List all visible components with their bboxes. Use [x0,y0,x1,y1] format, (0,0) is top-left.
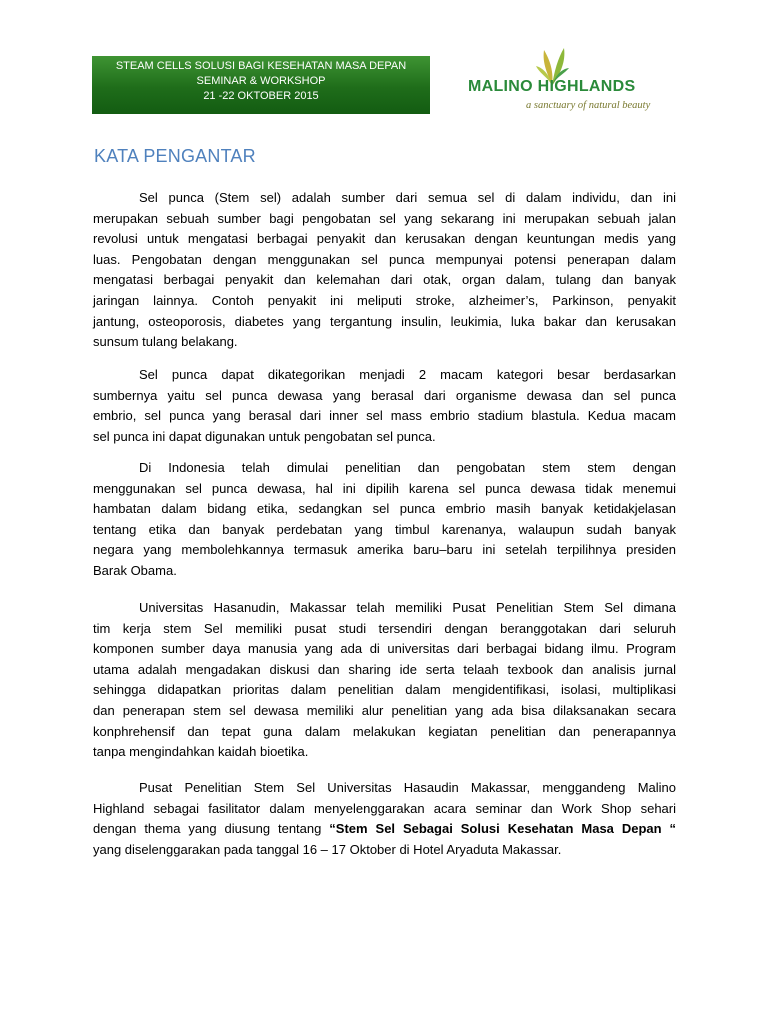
paragraph-line: jaringan lainnya. Contoh penyakit ini meliputi stroke, alzheimer’s, Parkinson, penyakit [93,292,676,308]
paragraph-line: sunsum tulang belakang. [93,334,238,350]
paragraph-line: sumbernya yaitu sel punca dewasa yang berasal dari organisme dewasa dan sel punca [93,387,676,403]
paragraph-line: Sel punca (Stem sel) adalah sumber dari semua sel di dalam individu, dan ini [139,190,676,205]
paragraph-line: utama adalah mengadakan diskusi dan sharing ide serta telaah texbook dan analisis jurnal [93,661,676,677]
paragraph-line: dan penerapan stem sel dewasa memiliki alur penelitian yang ada bisa dilaksanakan secara [93,702,676,718]
paragraph-line: jantung, osteoporosis, diabetes yang tergantung insulin, leukimia, luka bakar dan kerusakan [93,313,676,329]
page-title: KATA PENGANTAR [94,146,256,166]
paragraph-text: dengan thema yang diusung tentang [93,821,330,837]
paragraph-line: luas. Pengobatan dengan menggunakan sel punca mempunyai potensi penerapan dalam [93,251,676,267]
paragraph-line: Universitas Hasanudin, Makassar telah memiliki Pusat Penelitian Stem Sel dimana [139,600,676,615]
paragraph-line: tentang etika dan banyak perdebatan yang timbul karenanya, walaupun sudah banyak [93,521,676,537]
paragraph-line: negara yang membolehkannya termasuk amerika baru–baru ini setelah terpilihnya presiden [93,542,676,558]
paragraph-line: sel punca ini dapat digunakan untuk pengobatan sel punca. [93,428,436,444]
paragraph-line: mengatasi berbagai penyakit dan kelemahan dari otak, organ dalam, tulang dan banyak [93,272,676,288]
paragraph-line: embrio, sel punca yang berasal dari inner sel mass embrio stadium blastula. Kedua macam [93,408,676,424]
paragraph-3 [93,458,676,582]
paragraph-line: sehingga didapatkan prioritas dalam penelitian dalam mengidentifikasi, isolasi, multiplikasi [93,682,676,698]
paragraph-5 [93,778,676,860]
paragraph-line [93,819,676,840]
logo-tagline: a sanctuary of natural beauty [526,100,651,111]
logo-name: MALINO HIGHLANDS [468,78,636,95]
paragraph-line: Di Indonesia telah dimulai penelitian dan pengobatan stem stem dengan [139,460,676,475]
paragraph-line: konphrehensif dan tepat guna dalam melakukan kegiatan penelitian dan penerapannya [93,723,676,739]
header-banner [92,56,430,114]
paragraph-line: komponen sumber daya manusia yang ada di universitas dari berbagai bidang ilmu. Program [93,641,676,657]
paragraph-line: Highland sebagai fasilitator dalam menyelenggarakan acara seminar dan Work Shop sehari [93,800,676,816]
paragraph-line: Barak Obama. [93,562,177,578]
banner-date: 21 -22 OKTOBER 2015 [203,90,319,102]
paragraph-4 [93,598,676,763]
paragraph-line: tanpa mengindahkan kaidah bioetika. [93,744,309,760]
paragraph-line: menggunakan sel punca dewasa, hal ini dipilih karena sel punca dewasa tidak menemui [93,480,676,496]
paragraph-1 [93,188,676,353]
paragraph-line: Pusat Penelitian Stem Sel Universitas Hasaudin Makassar, menggandeng Malino [139,780,676,795]
paragraph-2 [93,365,676,447]
paragraph-line: revolusi untuk mengatasi berbagai penyakit dan kerusakan dengan keuntungan medis yang [93,231,676,247]
paragraph-line: yang diselenggarakan pada tanggal 16 – 17 Oktober di Hotel Aryaduta Makassar. [93,841,562,857]
seminar-theme: “Stem Sel Sebagai Solusi Kesehatan Masa Depan “ [329,821,677,837]
paragraph-line: hambatan dalam bidang etika, sedangkan sel punca embrio masih banyak ketidakjelasan [93,501,676,517]
paragraph-line: tim kerja stem Sel memiliki pusat studi tersendiri dengan beranggotakan dari seluruh [93,620,676,636]
paragraph-line: merupakan sebuah sumber bagi pengobatan sel yang sekarang ini merupakan sebuah jalan [93,210,676,226]
banner-subtitle: SEMINAR & WORKSHOP [196,75,326,87]
paragraph-line: Sel punca dapat dikategorikan menjadi 2 macam kategori besar berdasarkan [139,367,676,382]
banner-title: STEAM CELLS SOLUSI BAGI KESEHATAN MASA DEPAN [115,60,407,72]
malino-highlands-logo [468,44,668,116]
